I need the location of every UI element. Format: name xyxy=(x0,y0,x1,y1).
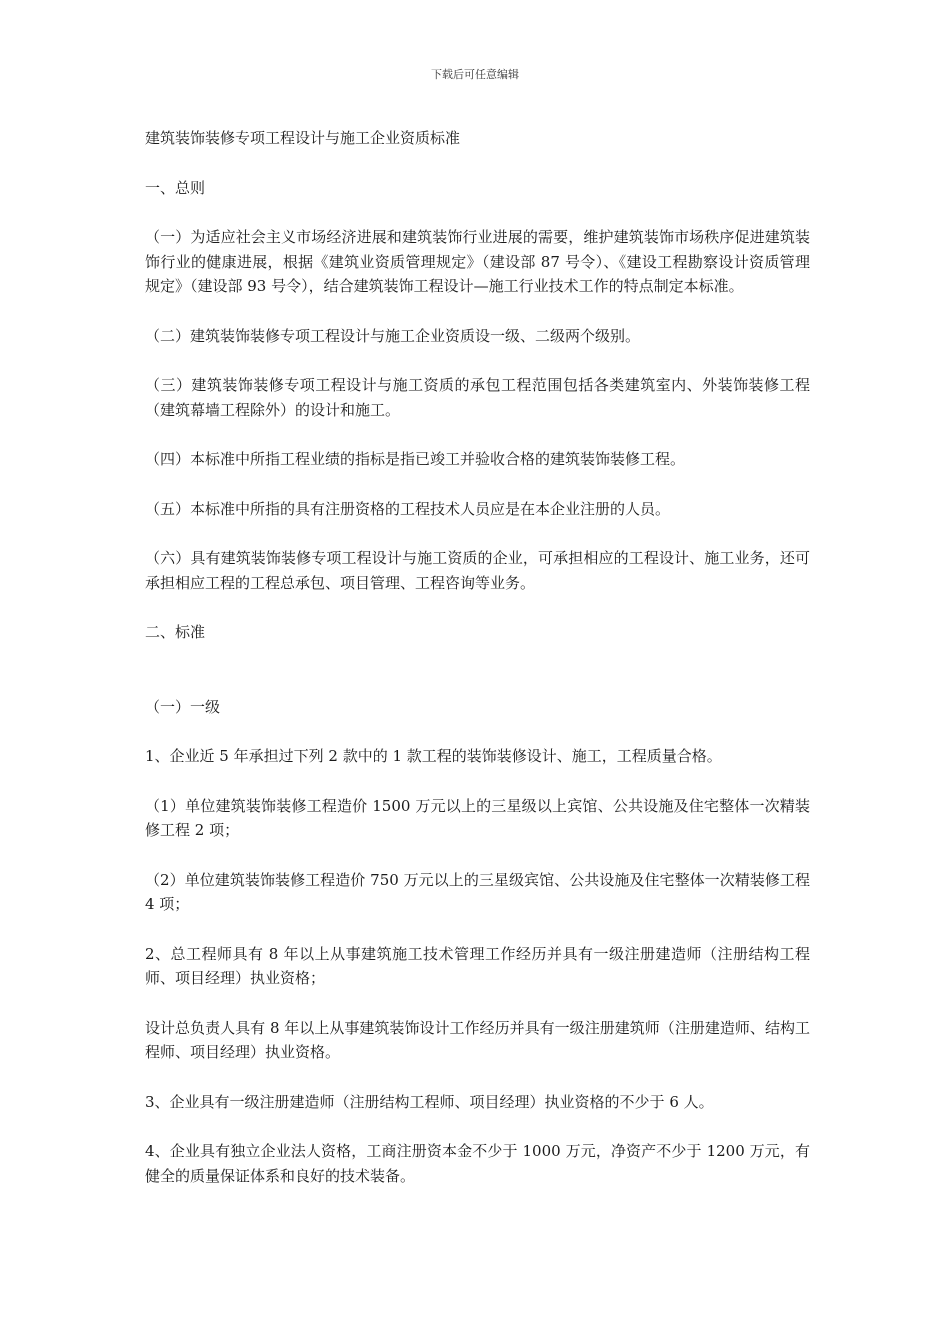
paragraph-2: （二）建筑装饰装修专项工程设计与施工企业资质设一级、二级两个级别。 xyxy=(145,326,641,345)
section-heading-standard: 二、标准 xyxy=(145,623,206,641)
item-3: 3、企业具有一级注册建造师（注册结构工程师、项目经理）执业资格的不少于 6 人。 xyxy=(145,1092,714,1111)
paragraph-6: （六）具有建筑装饰装修专项工程设计与施工资质的企业，可承担相应的工程设计、施工业务，还可承担相应工程的工程总承包、项目管理、工程咨询等业务。 xyxy=(145,549,810,592)
paragraph-5: （五）本标准中所指的具有注册资格的工程技术人员应是在本企业注册的人员。 xyxy=(145,499,671,518)
paragraph-4: （四）本标准中所指工程业绩的指标是指已竣工并验收合格的建筑装饰装修工程。 xyxy=(145,450,686,468)
item-2-continued: 设计总负责人具有 8 年以上从事建筑装饰设计工作经历并具有一级注册建筑师（注册建造师、结构工程师、项目经理）执业资格。 xyxy=(145,1018,810,1061)
item-1: 1、企业近 5 年承担过下列 2 款中的 1 款工程的装饰装修设计、施工，工程质量合格。 xyxy=(145,747,722,765)
document-title: 建筑装饰装修专项工程设计与施工企业资质标准 xyxy=(145,129,461,147)
item-2: 2、总工程师具有 8 年以上从事建筑施工技术管理工作经历并具有一级注册建造师（注册结构工程师、项目经理）执业资格； xyxy=(145,944,810,987)
item-1-sub-2: （2）单位建筑装饰装修工程造价 750 万元以上的三星级宾馆、公共设施及住宅整体一次精装修工程 4 项； xyxy=(145,870,810,913)
item-4: 4、企业具有独立企业法人资格，工商注册资本金不少于 1000 万元，净资产不少于 1200 万元，有健全的质量保证体系和良好的技术装备。 xyxy=(145,1142,810,1185)
document-body xyxy=(145,126,810,1213)
paragraph-1: （一）为适应社会主义市场经济进展和建筑装饰行业进展的需要，维护建筑装饰市场秩序促进建筑装饰行业的健康进展，根据《建筑业资质管理规定》（建设部 87 号令）、《建设工程勘察设计资质管理规定》（建设部 93 号令），结合建筑装饰工程设计—施工行业技术工作的特点制定本标准。 xyxy=(145,228,810,295)
item-1-sub-1: （1）单位建筑装饰装修工程造价 1500 万元以上的三星级以上宾馆、公共设施及住宅整体一次精装修工程 2 项； xyxy=(145,796,810,839)
header-note: 下载后可任意编辑 xyxy=(431,68,519,81)
level-1-heading: （一）一级 xyxy=(145,697,221,716)
section-heading-general: 一、总则 xyxy=(145,178,206,197)
paragraph-3: （三）建筑装饰装修专项工程设计与施工资质的承包工程范围包括各类建筑室内、外装饰装修工程（建筑幕墙工程除外）的设计和施工。 xyxy=(145,376,810,419)
